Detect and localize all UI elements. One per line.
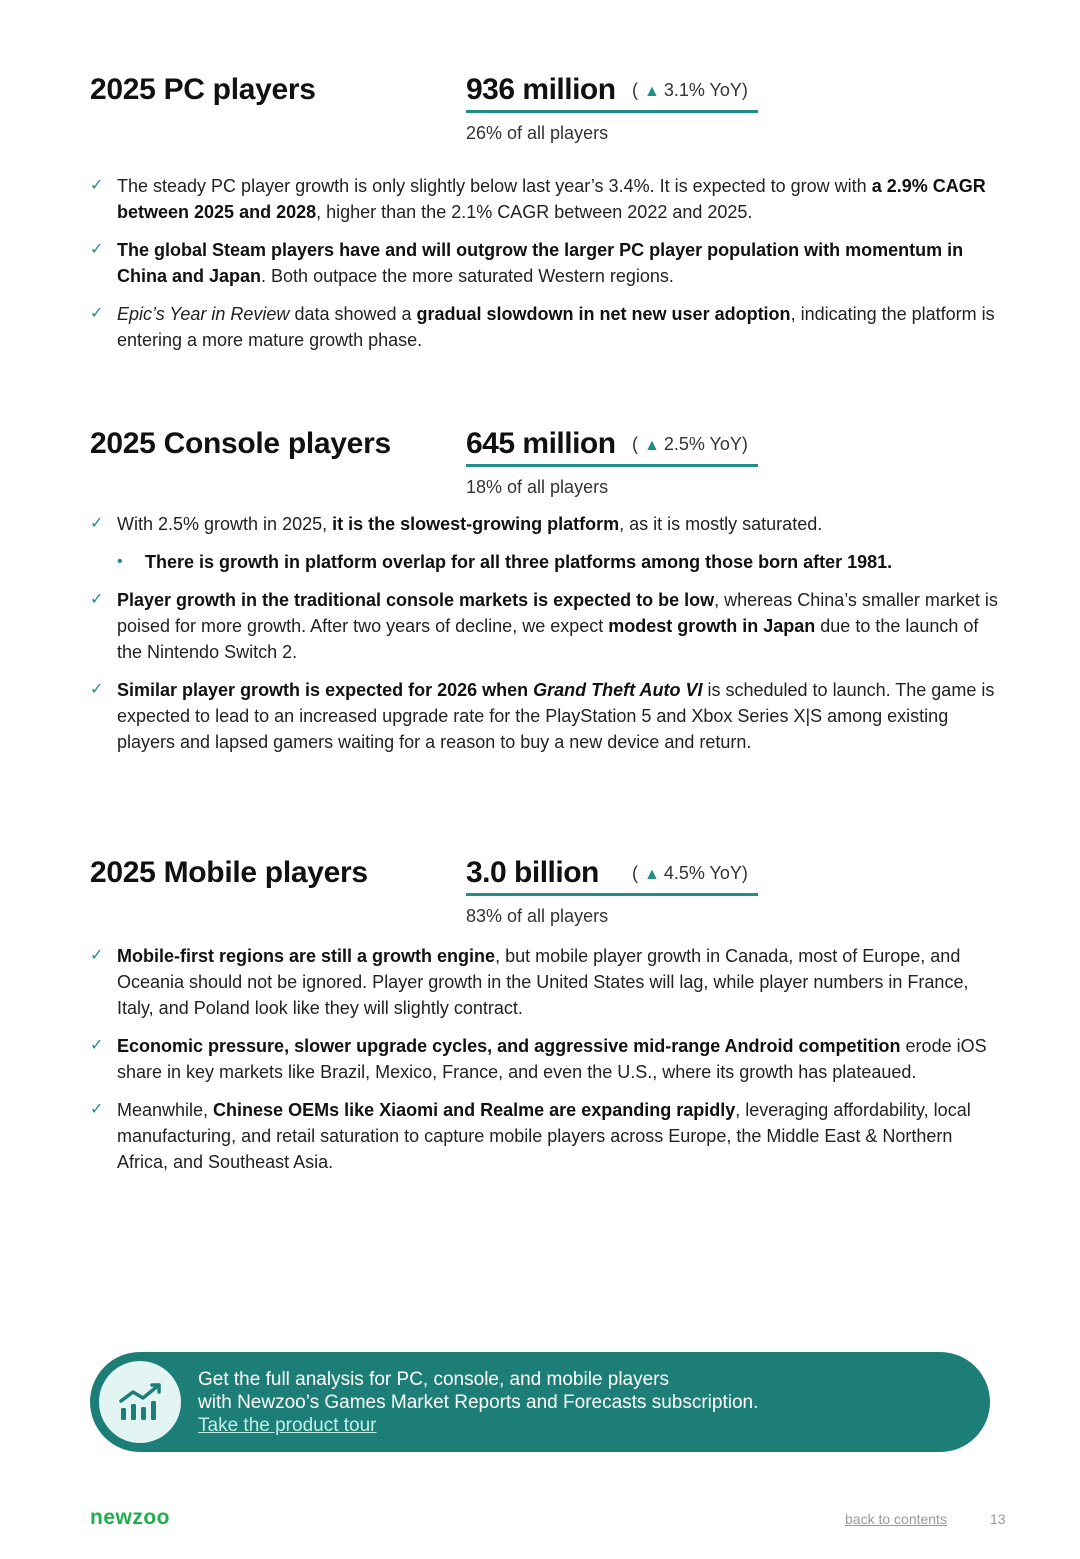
metric-box (466, 73, 758, 113)
share-text: 18% of all players (466, 477, 609, 497)
text-run: Epic’s Year in Review (117, 304, 290, 324)
up-triangle-icon: ▲ (644, 866, 660, 883)
text-run: , leveraging affordability, local manufacturing, and retail saturation to capture mobile players across Europe, the Middle East & Northern Africa, and Southeast Asia. (117, 1100, 971, 1172)
checkmark-icon: ✓ (90, 947, 104, 964)
section-title: 2025 Mobile players (90, 856, 368, 889)
paren-close: ) (741, 434, 748, 454)
paren-open: ( (632, 863, 638, 883)
bullet-item (90, 237, 1000, 289)
bullet-list (90, 943, 1000, 1175)
text-run: it is the slowest-growing platform (332, 514, 620, 534)
checkmark-icon: ✓ (90, 177, 104, 194)
text-run: There is growth in platform overlap for all three platforms among those born after 1981. (145, 552, 893, 572)
checkmark-icon: ✓ (90, 241, 104, 258)
bar-chart-trend-icon-svg (99, 1361, 181, 1443)
share-text: 26% of all players (466, 123, 609, 143)
yoy-text: 2.5% YoY (663, 434, 742, 454)
yoy-text: 4.5% YoY (663, 863, 742, 883)
text-run: due to the launch of the Nintendo Switch 2. (117, 616, 979, 662)
bullet-list (90, 511, 1000, 755)
section-title: 2025 PC players (90, 73, 316, 106)
section-console (90, 427, 1000, 767)
text-run: a 2.9% CAGR between 2025 and 2028 (117, 176, 986, 222)
text-run: , indicating the platform is entering a more mature growth phase. (117, 304, 995, 350)
metric-value: 3.0 billion (466, 856, 599, 889)
back-to-contents-link[interactable]: back to contents (845, 1511, 947, 1527)
text-run: , as it is mostly saturated. (619, 514, 823, 534)
text-run: erode iOS share in key markets like Brazil, Mexico, France, and even the U.S., where its growth has plateaued. (117, 1036, 987, 1082)
page-number: 13 (990, 1511, 1006, 1527)
text-run: The steady PC player growth is only slightly below last year’s 3.4%. It is expected to grow with (117, 176, 872, 196)
metric-value: 936 million (466, 73, 616, 106)
text-run: Player growth in the traditional console markets is expected to be low (117, 590, 715, 610)
text-run: , higher than the 2.1% CAGR between 2022 and 2025. (316, 202, 753, 222)
checkmark-icon: ✓ (90, 591, 104, 608)
text-run: . Both outpace the more saturated Western regions. (261, 266, 674, 286)
cta-text (198, 1368, 758, 1437)
bullet-item (90, 173, 1000, 225)
checkmark-icon: ✓ (90, 515, 104, 532)
cta-banner (90, 1352, 990, 1452)
paren-close: ) (741, 80, 748, 100)
bullet-list (90, 173, 1000, 353)
text-run: Chinese OEMs like Xiaomi and Realme are expanding rapidly (213, 1100, 736, 1120)
bullet-dot-icon: • (117, 553, 123, 570)
text-run: Meanwhile, (117, 1100, 214, 1120)
yoy-text: 3.1% YoY (663, 80, 742, 100)
text-run: modest growth in Japan (608, 616, 816, 636)
metric-change (632, 863, 748, 884)
bullet-item (90, 943, 1000, 1021)
text-run: , but mobile player growth in Canada, most of Europe, and Oceania should not be ignored. Player growth in the United States will lag, while player numbers in France, Italy, and Poland look like they will slightly contract. (117, 946, 969, 1018)
bar-chart-trend-icon (99, 1361, 181, 1443)
up-triangle-icon: ▲ (644, 83, 660, 100)
bullet-item (90, 587, 1000, 665)
share-text: 83% of all players (466, 906, 609, 926)
metric-value: 645 million (466, 427, 616, 460)
product-tour-link[interactable]: Take the product tour (198, 1415, 377, 1436)
newzoo-logo: newzoo (90, 1506, 170, 1529)
checkmark-icon: ✓ (90, 1101, 104, 1118)
text-run: The global Steam players have and will outgrow the larger PC player population with momentum in China and Japan (117, 240, 964, 286)
paren-open: ( (632, 80, 638, 100)
paren-open: ( (632, 434, 638, 454)
text-run: Grand Theft Auto VI (533, 680, 703, 700)
text-run: data showed a (289, 304, 417, 324)
section-header (90, 73, 1000, 143)
text-run: , whereas China’s smaller market is poised for more growth. After two years of decline, we expect (117, 590, 998, 636)
text-run: Mobile-first regions are still a growth engine (117, 946, 496, 966)
bullet-item (90, 677, 1000, 755)
text-run: Similar player growth is expected for 2026 when (117, 680, 534, 700)
text-run: With 2.5% growth in 2025, (117, 514, 333, 534)
metric-change (632, 434, 748, 455)
section-header (90, 427, 1000, 497)
metric-box (466, 856, 758, 896)
metric-change (632, 80, 748, 101)
metric-box (466, 427, 758, 467)
cta-line-2: with Newzoo’s Games Market Reports and Forecasts subscription. (198, 1392, 759, 1413)
text-run: is scheduled to launch. The game is expected to lead to an increased upgrade rate for the PlayStation 5 and Xbox Series X|S among existing players and lapsed gamers waiting for a reason to buy a new device and return. (117, 680, 995, 752)
checkmark-icon: ✓ (90, 681, 104, 698)
bullet-item (90, 301, 1000, 353)
checkmark-icon: ✓ (90, 1037, 104, 1054)
bullet-item (90, 1033, 1000, 1085)
checkmark-icon: ✓ (90, 305, 104, 322)
section-title: 2025 Console players (90, 427, 391, 460)
cta-line-1: Get the full analysis for PC, console, and mobile players (198, 1369, 670, 1390)
bullet-item (90, 1097, 1000, 1175)
up-triangle-icon: ▲ (644, 437, 660, 454)
text-run: Economic pressure, slower upgrade cycles, and aggressive mid-range Android competition (117, 1036, 901, 1056)
section-pc (90, 73, 1000, 365)
sub-bullet-item (90, 549, 1000, 575)
section-header (90, 856, 1000, 926)
bullet-item (90, 511, 1000, 537)
text-run: gradual slowdown in net new user adoption (416, 304, 791, 324)
paren-close: ) (741, 863, 748, 883)
section-mobile (90, 856, 1000, 1187)
